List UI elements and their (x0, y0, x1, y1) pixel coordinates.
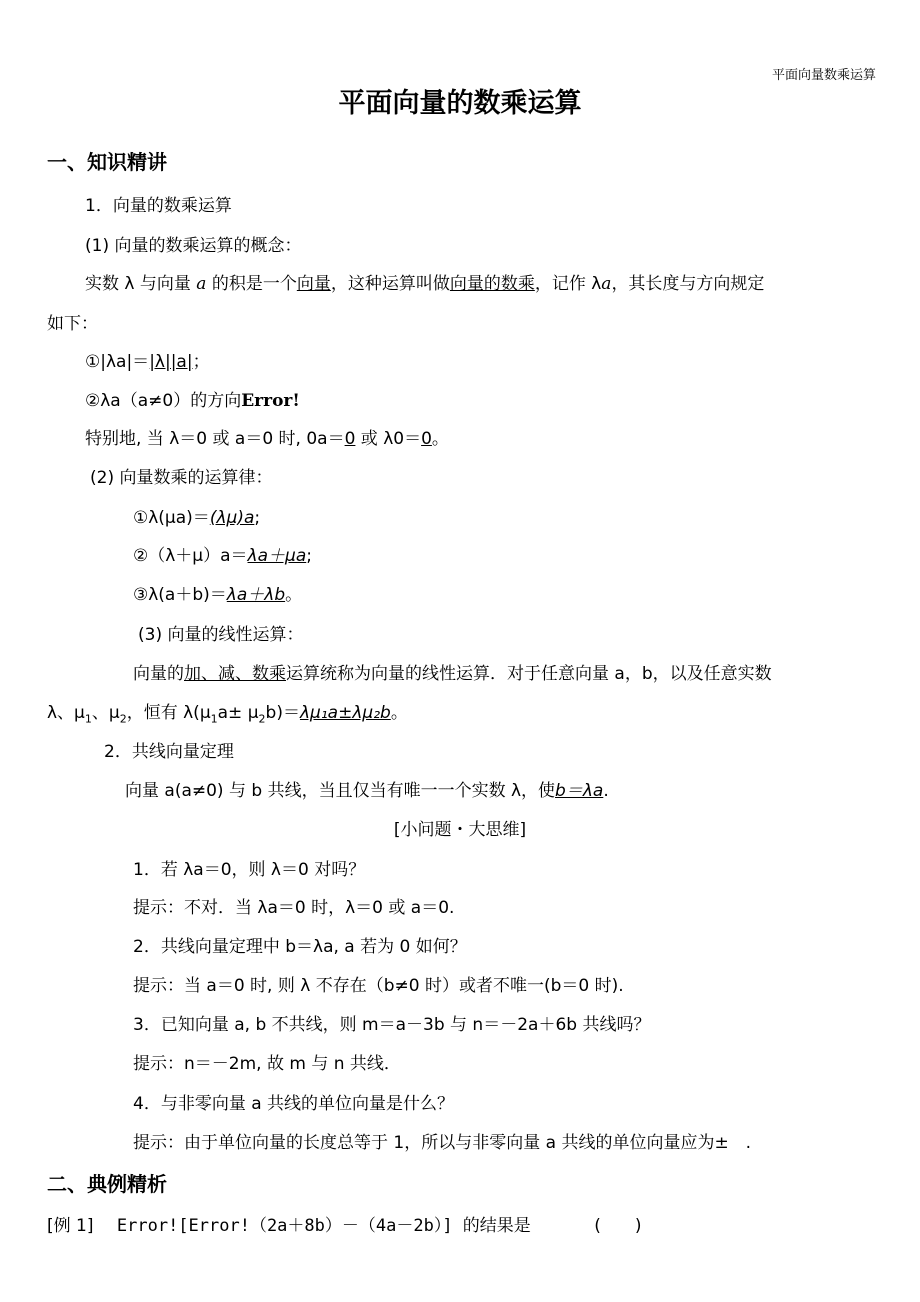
law-text: ; (306, 546, 312, 566)
topic-1-heading: 1．向量的数乘运算 (85, 196, 232, 216)
error-field: Error! (241, 391, 300, 411)
page-title: 平面向量的数乘运算 (338, 88, 582, 119)
special-case-text: 。 (431, 429, 449, 449)
question-2: 2．共线向量定理中 b＝λa, a 若为 0 如何？ (133, 937, 467, 957)
special-case-text: 特别地, 当 λ＝0 或 a＝0 时, 0a＝ (85, 429, 345, 449)
answer-2: 提示：当 a＝0 时, 则 λ 不存在（b≠0 时）或者不唯一(b＝0 时). (133, 976, 624, 996)
linear-ops-line (133, 664, 772, 684)
example-label: [例 1] (47, 1216, 94, 1236)
definition-text: ，这种运算叫做 (330, 274, 450, 294)
vector-a: a (196, 274, 207, 294)
example-question-text: Error![Error!（2a＋8b）－（4a－2b）] 的结果是 (116, 1216, 531, 1236)
law-underlined-answer: λa＋μa (247, 546, 307, 566)
example-1-line (47, 1216, 641, 1236)
linear-ops-formula-line (47, 703, 408, 726)
question-1: 1．若 λa＝0，则 λ＝0 对吗？ (133, 860, 366, 880)
linear-ops-text: 运算统称为向量的线性运算．对于任意向量 a，b，以及任意实数 (286, 664, 772, 684)
subtopic-1-1-heading: (1) 向量的数乘运算的概念： (85, 236, 302, 256)
question-3: 3．已知向量 a, b 不共线，则 m＝a－3b 与 n＝－2a＋6b 共线吗？ (133, 1015, 651, 1035)
answer-3: 提示：n＝－2m, 故 m 与 n 共线． (133, 1054, 401, 1074)
linear-ops-text: 向量的 (133, 664, 184, 684)
answer-4: 提示：由于单位向量的长度总等于 1，所以与非零向量 a 共线的单位向量应为± . (133, 1133, 752, 1153)
definition-text: ，其长度与方向规定 (611, 274, 765, 294)
law-underlined-answer: (λμ)a (209, 508, 255, 528)
subtopic-1-3-heading: (3) 向量的线性运算： (138, 625, 304, 645)
answer-blank[interactable]: ( ) (594, 1216, 642, 1236)
special-case-line (85, 429, 449, 449)
section-heading-knowledge: 一、知识精讲 (47, 150, 167, 174)
subscript: 2 (258, 712, 266, 726)
subtopic-1-2-heading: (2) 向量数乘的运算律： (90, 468, 273, 488)
theorem-text: 向量 a(a≠0) 与 b 共线，当且仅当有唯一一个实数 λ，使 (125, 781, 556, 801)
definition-text: ，记作 λ (534, 274, 602, 294)
law-2-line (133, 546, 312, 566)
running-header: 平面向量数乘运算 (771, 68, 876, 83)
qa-section-title: [小问题・大思维] (393, 820, 527, 840)
definition-continuation: 如下： (47, 314, 98, 334)
formula-text: ，恒有 λ(μ (126, 703, 211, 723)
collinear-theorem-line (125, 781, 609, 801)
subscript: 2 (119, 712, 127, 726)
formula-text: a± μ (217, 703, 259, 723)
subscript: 1 (210, 712, 218, 726)
law-3-line (133, 585, 302, 605)
rule-1-line (85, 352, 210, 372)
law-text: ①λ(μa)＝ (133, 508, 210, 528)
theorem-text: . (603, 781, 609, 801)
law-text: ③λ(a＋b)＝ (133, 585, 227, 605)
formula-text: 。 (390, 703, 408, 723)
rule-text: ①|λa|＝ (85, 352, 150, 372)
definition-underlined-term: 向量的数乘 (449, 274, 535, 294)
rule-underlined-answer: |λ||a| (149, 352, 193, 372)
definition-underlined-term: 向量 (296, 274, 331, 294)
law-text: ②（λ＋μ）a＝ (133, 546, 248, 566)
formula-underlined-answer: λμ₁a±λμ₂b (299, 703, 391, 723)
definition-line (85, 274, 764, 294)
zero-answer: 0 (421, 429, 432, 449)
formula-text: 、μ (91, 703, 120, 723)
formula-text: b)＝ (265, 703, 300, 723)
law-1-line (133, 508, 260, 528)
formula-text: λ、μ (47, 703, 85, 723)
law-text: 。 (285, 585, 303, 605)
rule-text: ； (192, 352, 210, 372)
linear-ops-underlined-term: 加、减、数乘 (184, 664, 286, 684)
rule-2-line (85, 391, 300, 411)
section-heading-examples: 二、典例精析 (47, 1172, 167, 1196)
vector-a: a (601, 274, 612, 294)
law-underlined-answer: λa＋λb (226, 585, 286, 605)
question-4: 4．与非零向量 a 共线的单位向量是什么？ (133, 1094, 455, 1114)
special-case-text: 或 λ0＝ (355, 429, 422, 449)
definition-text: 的积是一个 (206, 274, 297, 294)
rule-text: ②λa（a≠0）的方向 (85, 391, 242, 411)
subscript: 1 (84, 712, 92, 726)
zero-answer: 0 (344, 429, 356, 449)
definition-text: 实数 λ 与向量 (85, 274, 197, 294)
theorem-underlined-answer: b＝λa (555, 781, 604, 801)
answer-1: 提示：不对．当 λa＝0 时，λ＝0 或 a＝0. (133, 898, 455, 918)
topic-2-heading: 2．共线向量定理 (104, 742, 234, 762)
law-text: ; (254, 508, 261, 528)
